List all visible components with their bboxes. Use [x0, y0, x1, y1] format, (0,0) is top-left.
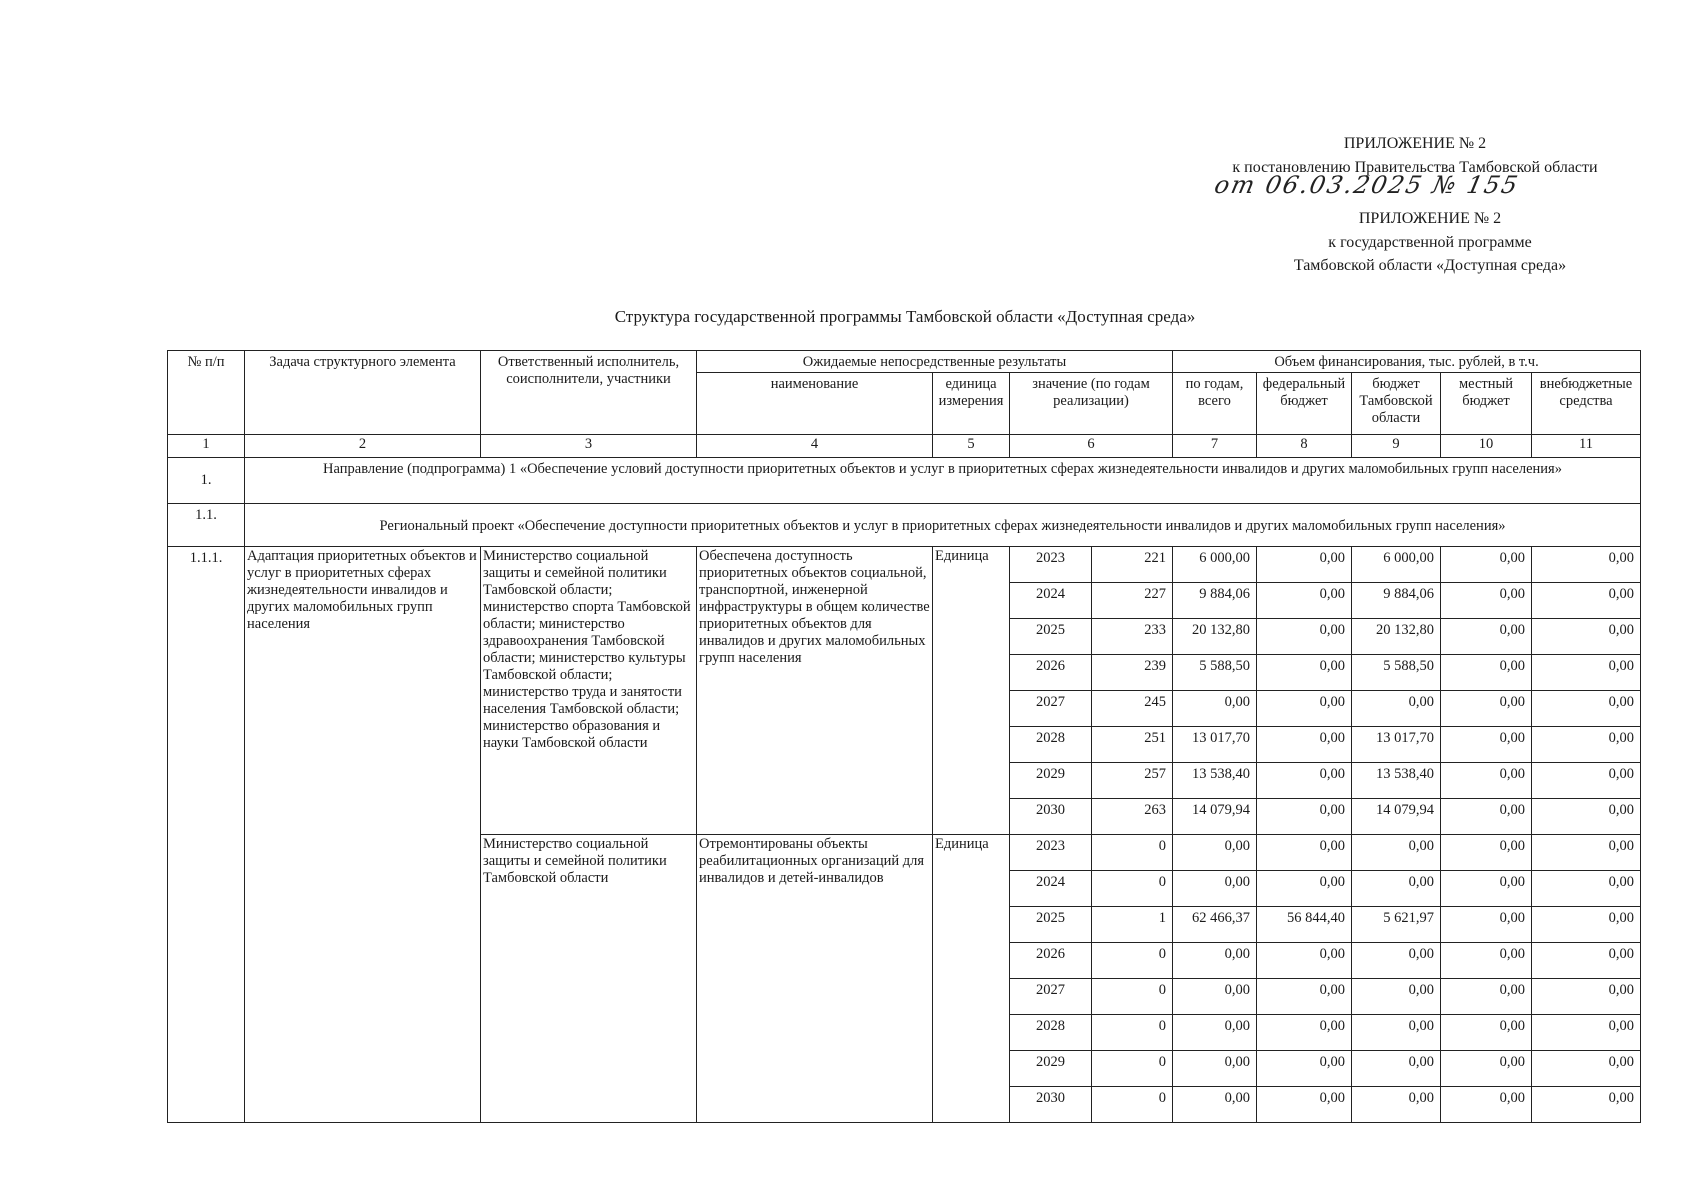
indicator-value-cell: 1 — [1092, 907, 1173, 943]
total-cell: 0,00 — [1173, 871, 1257, 907]
offbudget-cell: 0,00 — [1532, 835, 1641, 871]
year-cell: 2026 — [1010, 943, 1092, 979]
federal-cell: 0,00 — [1257, 583, 1352, 619]
offbudget-cell: 0,00 — [1532, 1051, 1641, 1087]
year-cell: 2029 — [1010, 763, 1092, 799]
indicator-value-cell: 0 — [1092, 943, 1173, 979]
header-results: Ожидаемые непосредственные результаты — [697, 351, 1173, 373]
year-cell: 2029 — [1010, 1051, 1092, 1087]
header-executor: Ответственный исполнитель, соисполнители, участники — [481, 351, 697, 435]
section-1-1-text: Региональный проект «Обеспечение доступности приоритетных объектов и услуг в приоритетных сферах жизнедеятельности инвалидов и других маломобильных групп населения» — [245, 504, 1641, 547]
result-name-cell: Обеспечена доступность приоритетных объектов социальной, транспортной, инженерной инфраструктуры в общем количестве приоритетных объектов для инвалидов и других маломобильных групп населения — [697, 547, 933, 835]
appendix1-title: ПРИЛОЖЕНИЕ № 2 — [1343, 135, 1487, 152]
offbudget-cell: 0,00 — [1532, 1015, 1641, 1051]
col-number: 3 — [481, 435, 697, 458]
column-numbers-row — [168, 435, 1641, 458]
local-cell: 0,00 — [1441, 1051, 1532, 1087]
header-offbudget: внебюджетные средства — [1532, 373, 1641, 435]
federal-cell: 0,00 — [1257, 943, 1352, 979]
unit-cell: Единица — [933, 835, 1010, 1123]
col-number: 4 — [697, 435, 933, 458]
regional-cell: 9 884,06 — [1352, 583, 1441, 619]
item-label: 1.1.1. — [168, 547, 245, 1123]
regional-cell: 0,00 — [1352, 871, 1441, 907]
federal-cell: 0,00 — [1257, 1015, 1352, 1051]
unit-cell: Единица — [933, 547, 1010, 835]
year-cell: 2028 — [1010, 1015, 1092, 1051]
section-1-1-label: 1.1. — [168, 504, 245, 547]
local-cell: 0,00 — [1441, 871, 1532, 907]
header-unit: единица измерения — [933, 373, 1010, 435]
indicator-value-cell: 0 — [1092, 1087, 1173, 1123]
col-number: 6 — [1010, 435, 1173, 458]
indicator-value-cell: 233 — [1092, 619, 1173, 655]
federal-cell: 0,00 — [1257, 763, 1352, 799]
section-1-label: 1. — [168, 458, 245, 504]
item-task: Адаптация приоритетных объектов и услуг в приоритетных сферах жизнедеятельности инвалидов и других маломобильных групп населения — [245, 547, 481, 1123]
federal-cell: 56 844,40 — [1257, 907, 1352, 943]
header-num: № п/п — [168, 351, 245, 435]
federal-cell: 0,00 — [1257, 979, 1352, 1015]
total-cell: 6 000,00 — [1173, 547, 1257, 583]
offbudget-cell: 0,00 — [1532, 691, 1641, 727]
header-financing: Объем финансирования, тыс. рублей, в т.ч. — [1173, 351, 1641, 373]
regional-cell: 0,00 — [1352, 691, 1441, 727]
local-cell: 0,00 — [1441, 727, 1532, 763]
col-number: 1 — [168, 435, 245, 458]
total-cell: 0,00 — [1173, 1051, 1257, 1087]
header-federal: федеральный бюджет — [1257, 373, 1352, 435]
header-value: значение (по годам реализации) — [1010, 373, 1173, 435]
local-cell: 0,00 — [1441, 583, 1532, 619]
offbudget-cell: 0,00 — [1532, 943, 1641, 979]
regional-cell: 0,00 — [1352, 1087, 1441, 1123]
federal-cell: 0,00 — [1257, 547, 1352, 583]
regional-cell: 0,00 — [1352, 1051, 1441, 1087]
local-cell: 0,00 — [1441, 943, 1532, 979]
indicator-value-cell: 0 — [1092, 1015, 1173, 1051]
section-1-1-row — [168, 504, 1641, 547]
year-cell: 2023 — [1010, 835, 1092, 871]
year-cell: 2025 — [1010, 619, 1092, 655]
regional-cell: 13 017,70 — [1352, 727, 1441, 763]
indicator-value-cell: 257 — [1092, 763, 1173, 799]
local-cell: 0,00 — [1441, 1015, 1532, 1051]
total-cell: 9 884,06 — [1173, 583, 1257, 619]
total-cell: 0,00 — [1173, 1087, 1257, 1123]
federal-cell: 0,00 — [1257, 799, 1352, 835]
offbudget-cell: 0,00 — [1532, 871, 1641, 907]
col-number: 2 — [245, 435, 481, 458]
offbudget-cell: 0,00 — [1532, 655, 1641, 691]
program-structure-table — [167, 350, 1641, 1123]
col-number: 10 — [1441, 435, 1532, 458]
total-cell: 20 132,80 — [1173, 619, 1257, 655]
year-row — [168, 547, 1641, 583]
total-cell: 14 079,94 — [1173, 799, 1257, 835]
local-cell: 0,00 — [1441, 1087, 1532, 1123]
year-cell: 2026 — [1010, 655, 1092, 691]
federal-cell: 0,00 — [1257, 1087, 1352, 1123]
offbudget-cell: 0,00 — [1532, 547, 1641, 583]
local-cell: 0,00 — [1441, 655, 1532, 691]
total-cell: 62 466,37 — [1173, 907, 1257, 943]
local-cell: 0,00 — [1441, 907, 1532, 943]
offbudget-cell: 0,00 — [1532, 979, 1641, 1015]
indicator-value-cell: 0 — [1092, 979, 1173, 1015]
indicator-value-cell: 0 — [1092, 1051, 1173, 1087]
total-cell: 13 538,40 — [1173, 763, 1257, 799]
regional-cell: 0,00 — [1352, 943, 1441, 979]
year-cell: 2030 — [1010, 1087, 1092, 1123]
header-name: наименование — [697, 373, 933, 435]
local-cell: 0,00 — [1441, 979, 1532, 1015]
regional-cell: 0,00 — [1352, 835, 1441, 871]
indicator-value-cell: 0 — [1092, 835, 1173, 871]
local-cell: 0,00 — [1441, 619, 1532, 655]
handwritten-signature-date: от 06.03.2025 № 155 — [1212, 171, 1523, 199]
year-cell: 2027 — [1010, 979, 1092, 1015]
year-cell: 2023 — [1010, 547, 1092, 583]
offbudget-cell: 0,00 — [1532, 727, 1641, 763]
offbudget-cell: 0,00 — [1532, 763, 1641, 799]
col-number: 11 — [1532, 435, 1641, 458]
federal-cell: 0,00 — [1257, 835, 1352, 871]
year-cell: 2024 — [1010, 871, 1092, 907]
document-title: Структура государственной программы Тамбовской области «Доступная среда» — [614, 307, 1196, 326]
regional-cell: 13 538,40 — [1352, 763, 1441, 799]
offbudget-cell: 0,00 — [1532, 799, 1641, 835]
section-1-text: Направление (подпрограмма) 1 «Обеспечение условий доступности приоритетных объектов и услуг в приоритетных сферах жизнедеятельности инвалидов и других маломобильных групп населения» — [245, 458, 1641, 504]
col-number: 7 — [1173, 435, 1257, 458]
regional-cell: 0,00 — [1352, 979, 1441, 1015]
regional-cell: 5 621,97 — [1352, 907, 1441, 943]
col-number: 8 — [1257, 435, 1352, 458]
header-local: местный бюджет — [1441, 373, 1532, 435]
offbudget-cell: 0,00 — [1532, 907, 1641, 943]
federal-cell: 0,00 — [1257, 727, 1352, 763]
total-cell: 0,00 — [1173, 979, 1257, 1015]
year-cell: 2027 — [1010, 691, 1092, 727]
appendix2-title: ПРИЛОЖЕНИЕ № 2 — [1358, 210, 1502, 227]
year-cell: 2025 — [1010, 907, 1092, 943]
total-cell: 0,00 — [1173, 943, 1257, 979]
header-regional: бюджет Тамбовской области — [1352, 373, 1441, 435]
appendix1-line: к постановлению Правительства Тамбовской области — [1232, 159, 1598, 176]
federal-cell: 0,00 — [1257, 619, 1352, 655]
header-row-1 — [168, 351, 1641, 373]
indicator-value-cell: 239 — [1092, 655, 1173, 691]
regional-cell: 14 079,94 — [1352, 799, 1441, 835]
appendix2-line2: Тамбовской области «Доступная среда» — [1293, 257, 1567, 274]
offbudget-cell: 0,00 — [1532, 583, 1641, 619]
local-cell: 0,00 — [1441, 835, 1532, 871]
federal-cell: 0,00 — [1257, 1051, 1352, 1087]
regional-cell: 6 000,00 — [1352, 547, 1441, 583]
total-cell: 13 017,70 — [1173, 727, 1257, 763]
year-cell: 2030 — [1010, 799, 1092, 835]
indicator-value-cell: 227 — [1092, 583, 1173, 619]
local-cell: 0,00 — [1441, 799, 1532, 835]
federal-cell: 0,00 — [1257, 655, 1352, 691]
total-cell: 5 588,50 — [1173, 655, 1257, 691]
total-cell: 0,00 — [1173, 691, 1257, 727]
offbudget-cell: 0,00 — [1532, 1087, 1641, 1123]
indicator-value-cell: 245 — [1092, 691, 1173, 727]
header-task: Задача структурного элемента — [245, 351, 481, 435]
regional-cell: 0,00 — [1352, 1015, 1441, 1051]
col-number: 9 — [1352, 435, 1441, 458]
appendix2-block — [1220, 208, 1640, 276]
year-cell: 2024 — [1010, 583, 1092, 619]
indicator-value-cell: 263 — [1092, 799, 1173, 835]
local-cell: 0,00 — [1441, 763, 1532, 799]
result-name-cell: Отремонтированы объекты реабилитационных организаций для инвалидов и детей-инвалидов — [697, 835, 933, 1123]
executor-cell: Министерство социальной защиты и семейной политики Тамбовской области; министерство спорта Тамбовской области; министерство здравоохранения Тамбовской области; министерство культуры Тамбовской области; министерство труда и занятости населения Тамбовской области; министерство образования и науки Тамбовской области — [481, 547, 697, 835]
total-cell: 0,00 — [1173, 1015, 1257, 1051]
col-number: 5 — [933, 435, 1010, 458]
executor-cell: Министерство социальной защиты и семейной политики Тамбовской области — [481, 835, 697, 1123]
year-cell: 2028 — [1010, 727, 1092, 763]
indicator-value-cell: 221 — [1092, 547, 1173, 583]
indicator-value-cell: 0 — [1092, 871, 1173, 907]
appendix2-line1: к государственной программе — [1328, 234, 1532, 251]
local-cell: 0,00 — [1441, 691, 1532, 727]
offbudget-cell: 0,00 — [1532, 619, 1641, 655]
regional-cell: 5 588,50 — [1352, 655, 1441, 691]
header-total: по годам, всего — [1173, 373, 1257, 435]
regional-cell: 20 132,80 — [1352, 619, 1441, 655]
local-cell: 0,00 — [1441, 547, 1532, 583]
total-cell: 0,00 — [1173, 835, 1257, 871]
federal-cell: 0,00 — [1257, 871, 1352, 907]
indicator-value-cell: 251 — [1092, 727, 1173, 763]
federal-cell: 0,00 — [1257, 691, 1352, 727]
section-1-row — [168, 458, 1641, 504]
